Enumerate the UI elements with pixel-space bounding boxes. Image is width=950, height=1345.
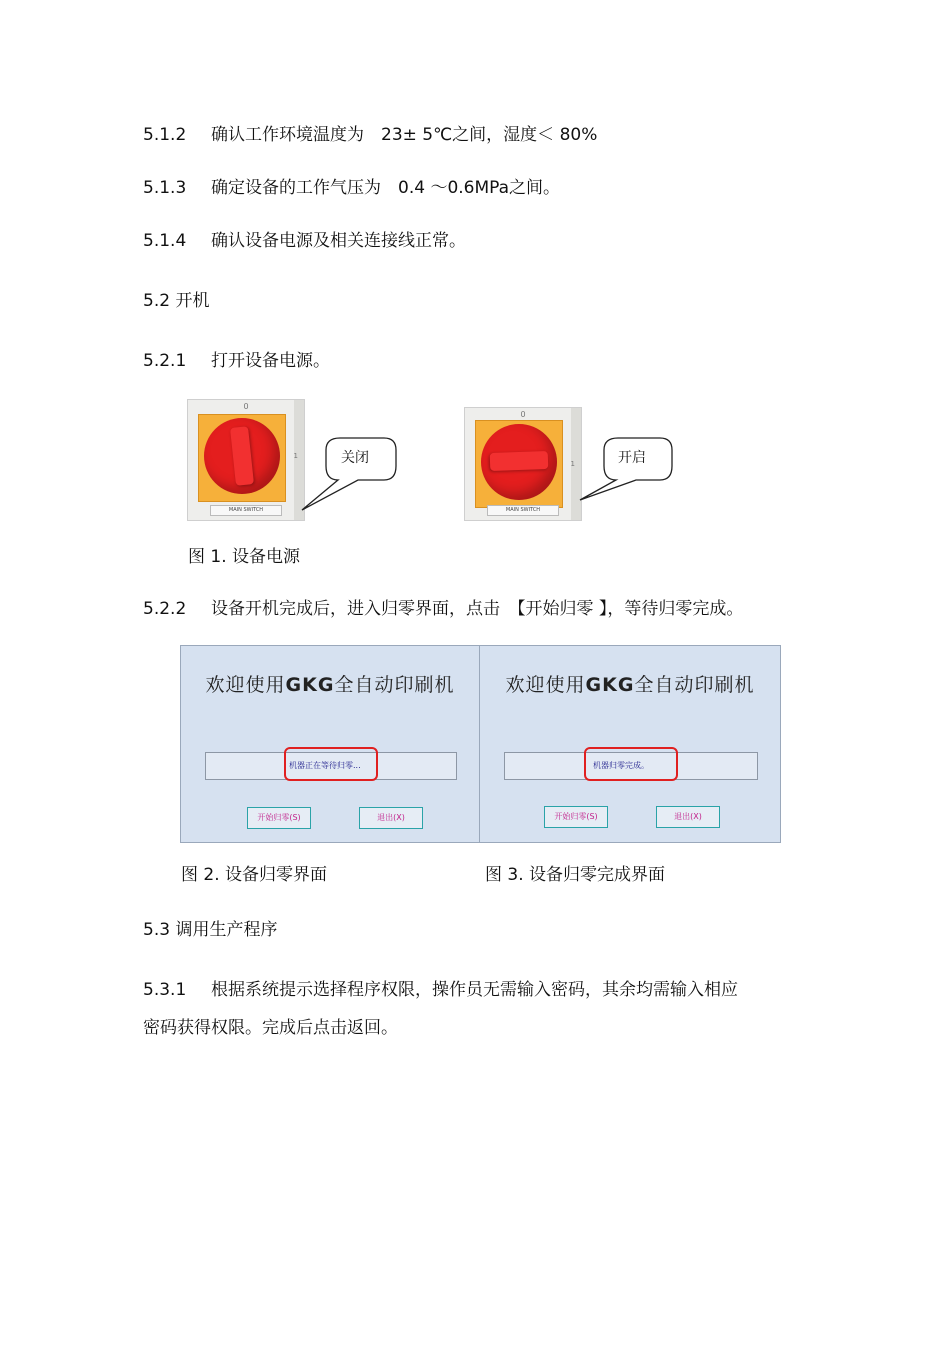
section-heading-5-3: 5.3 调用生产程序 (143, 920, 278, 940)
homing-screen-waiting (180, 645, 480, 843)
para-5-2-1 (143, 350, 330, 372)
main-switch-photo-on (464, 407, 582, 521)
switch-mark-zero: 0 (520, 410, 526, 419)
switch-label-plate: MAIN SWITCH (487, 505, 559, 516)
para-text: 确定设备的工作气压为 0.4 ～0.6MPa之间。 (211, 178, 561, 198)
start-homing-button[interactable]: 开始归零(S) (247, 807, 311, 829)
para-5-2-2 (143, 598, 743, 620)
switch-label-plate: MAIN SWITCH (210, 505, 282, 516)
para-text: 设备开机完成后，进入归零界面，点击 【开始归零 】，等待归零完成。 (211, 599, 744, 619)
figure-3-caption: 图 3. 设备归零完成界面 (485, 865, 666, 885)
status-text: 机器正在等待归零... (289, 761, 361, 770)
para-5-1-3 (143, 177, 560, 199)
section-number: 5.1.2 (143, 125, 187, 145)
para-text: 根据系统提示选择程序权限，操作员无需输入密码，其余均需输入相应 (211, 980, 738, 1000)
exit-button[interactable]: 退出(X) (656, 806, 720, 828)
callout-off-text: 关闭 (341, 450, 369, 466)
main-switch-photo-off (187, 399, 305, 521)
welcome-title: 欢迎使用GKG全自动印刷机 (205, 674, 455, 696)
callout-off (298, 436, 398, 516)
status-text: 机器归零完成。 (593, 761, 649, 770)
switch-mark-one: 1 (293, 452, 298, 460)
figure-1-caption: 图 1. 设备电源 (188, 547, 301, 567)
section-number: 5.2.1 (143, 351, 187, 371)
switch-handle-horizontal (490, 451, 549, 471)
homing-screen-complete (479, 645, 781, 843)
callout-on (576, 436, 676, 516)
para-5-1-2 (143, 124, 597, 146)
section-number: 5.1.4 (143, 231, 187, 251)
callout-on-text: 开启 (618, 450, 646, 466)
para-text: 确认工作环境温度为 23± 5℃之间，湿度＜ 80% (211, 125, 598, 145)
callout-on-bubble (580, 438, 672, 500)
section-number: 5.1.3 (143, 178, 187, 198)
para-5-3-1-continuation: 密码获得权限。完成后点击返回。 (143, 1018, 398, 1038)
para-5-3-1 (143, 979, 738, 1001)
para-text: 打开设备电源。 (211, 351, 330, 371)
figure-2-caption: 图 2. 设备归零界面 (181, 865, 328, 885)
welcome-title: 欢迎使用GKG全自动印刷机 (505, 674, 755, 696)
status-highlight (284, 747, 378, 781)
section-number: 5.3.1 (143, 980, 187, 1000)
status-highlight (584, 747, 678, 781)
para-text: 确认设备电源及相关连接线正常。 (211, 231, 466, 251)
section-heading-5-2: 5.2 开机 (143, 291, 210, 311)
para-5-1-4 (143, 230, 466, 252)
start-homing-button[interactable]: 开始归零(S) (544, 806, 608, 828)
callout-off-bubble (302, 438, 396, 510)
switch-mark-one: 1 (570, 460, 575, 468)
exit-button[interactable]: 退出(X) (359, 807, 423, 829)
switch-mark-zero: 0 (243, 402, 249, 411)
section-number: 5.2.2 (143, 599, 187, 619)
